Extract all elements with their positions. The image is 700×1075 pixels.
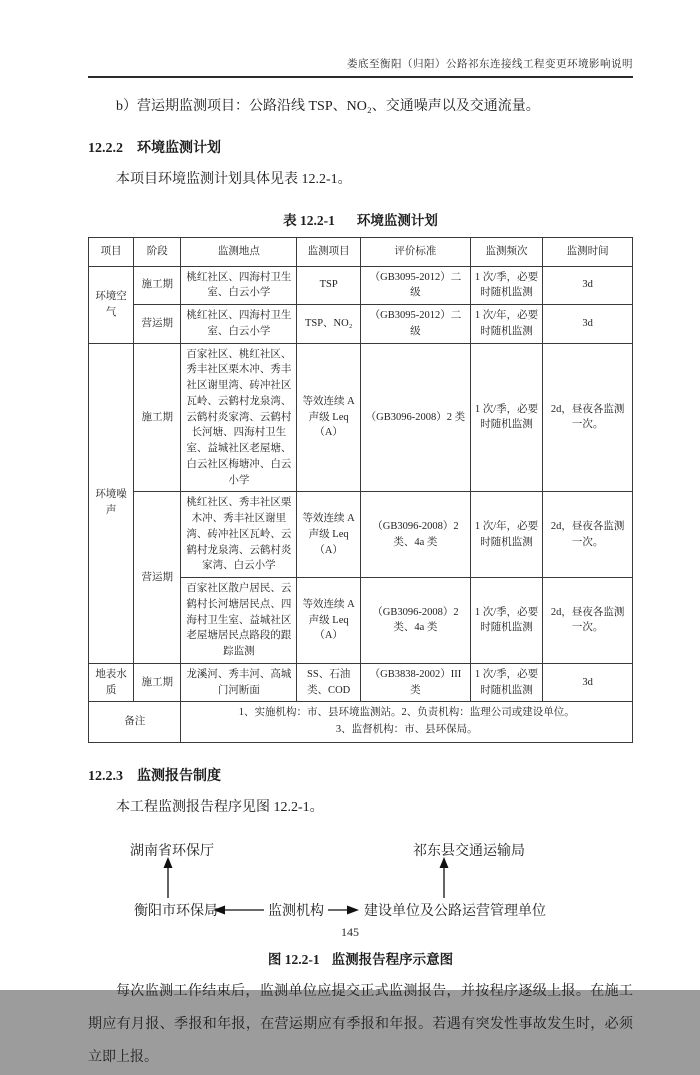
cell-standard: （GB3838-2002）III 类 bbox=[360, 663, 470, 702]
paragraph-table-ref: 本项目环境监测计划具体见表 12.2-1。 bbox=[116, 172, 352, 188]
cell-frequency: 1 次/季，必要时随机监测 bbox=[470, 578, 542, 664]
diagram-node-monitoring-agency: 监测机构 bbox=[268, 904, 324, 920]
figure-caption bbox=[88, 948, 633, 968]
cell-location: 桃红社区、四海村卫生室、白云小学 bbox=[181, 266, 297, 305]
figure-label: 图 12.2-1 bbox=[267, 952, 320, 968]
section-number: 12.2.3 bbox=[88, 768, 123, 784]
section-title: 监测报告制度 bbox=[137, 768, 221, 784]
section-title: 环境监测计划 bbox=[137, 141, 221, 157]
running-header bbox=[88, 56, 633, 78]
table-row bbox=[89, 343, 633, 492]
figure-name: 监测报告程序示意图 bbox=[331, 952, 454, 968]
cell-location: 桃红社区、秀丰社区栗木冲、秀丰社区谢里湾、砖冲社区瓦岭、云鹤村龙泉湾、云鹤村炎家湾、白云小学 bbox=[181, 492, 297, 578]
col-header-project: 监测项目 bbox=[297, 237, 361, 266]
monitoring-plan-table bbox=[88, 237, 633, 743]
diagram-node-construction-unit: 建设单位及公路运营管理单位 bbox=[364, 904, 546, 920]
cell-stage: 施工期 bbox=[134, 266, 181, 305]
cell-standard: （GB3096-2008）2 类、4a 类 bbox=[360, 492, 470, 578]
table-row bbox=[89, 266, 633, 305]
table-row bbox=[89, 492, 633, 578]
cell-project: SS、石油类、COD bbox=[297, 663, 361, 702]
col-header-location: 监测地点 bbox=[181, 237, 297, 266]
cell-project: 等效连续 A 声级 Leq（A） bbox=[297, 492, 361, 578]
col-header-frequency: 监测频次 bbox=[470, 237, 542, 266]
cell-time: 3d bbox=[543, 266, 633, 305]
document-title: 娄底至衡阳（归阳）公路祁东连接线工程变更环境影响说明 bbox=[347, 59, 633, 70]
closing-paragraph: 每次监测工作结束后，监测单位应提交正式监测报告，并按程序逐级上报。在施工期应有月报、季报和年报，在营运期应有季报和年报。若遇有突发性事故发生时，必须立即上报。 bbox=[88, 984, 633, 1066]
table-header-row bbox=[89, 237, 633, 266]
cell-stage: 施工期 bbox=[134, 343, 181, 492]
section-heading-12-2-3 bbox=[88, 763, 633, 791]
group-cell-noise: 环境噪声 bbox=[89, 343, 134, 663]
cell-stage: 施工期 bbox=[134, 663, 181, 702]
diagram-node-county-transport-bureau: 祁东县交通运输局 bbox=[413, 844, 525, 860]
col-header-standard: 评价标准 bbox=[360, 237, 470, 266]
paragraph-figure-ref: 本工程监测报告程序见图 12.2-1。 bbox=[116, 799, 324, 815]
cell-project: TSP bbox=[297, 266, 361, 305]
cell-frequency: 1 次/年，必要时随机监测 bbox=[470, 305, 542, 344]
cell-stage: 营运期 bbox=[134, 492, 181, 664]
group-cell-water: 地表水质 bbox=[89, 663, 134, 702]
cell-frequency: 1 次/季，必要时随机监测 bbox=[470, 343, 542, 492]
table-row bbox=[89, 663, 633, 702]
cell-stage: 营运期 bbox=[134, 305, 181, 344]
table-title bbox=[88, 209, 633, 229]
list-item-b: b）营运期监测项目：公路沿线 TSP、NO₂、交通噪声以及交通流量。 bbox=[116, 99, 540, 114]
table-label: 表 12.2-1 bbox=[283, 212, 335, 228]
cell-frequency: 1 次/年，必要时随机监测 bbox=[470, 492, 542, 578]
table-row bbox=[89, 305, 633, 344]
cell-project: TSP、NO₂ bbox=[297, 305, 361, 344]
remark-label: 备注 bbox=[89, 702, 181, 743]
cell-location: 百家社区、桃红社区、秀丰社区栗木冲、秀丰社区谢里湾、砖冲社区瓦岭、云鹤村龙泉湾、云鹤村炎家湾、云鹤村长河塘、四海村卫生室、益城社区老屋塘、白云社区梅塘冲、白云小学 bbox=[181, 343, 297, 492]
cell-time: 2d，昼夜各监测一次。 bbox=[543, 343, 633, 492]
section-number: 12.2.2 bbox=[88, 141, 123, 157]
cell-standard: （GB3096-2008）2 类、4a 类 bbox=[360, 578, 470, 664]
cell-location: 桃红社区、四海村卫生室、白云小学 bbox=[181, 305, 297, 344]
cell-location: 龙溪河、秀丰河、高城门河断面 bbox=[181, 663, 297, 702]
table-name: 环境监测计划 bbox=[356, 212, 438, 228]
cell-standard: （GB3095-2012）二级 bbox=[360, 266, 470, 305]
cell-frequency: 1 次/季，必要时随机监测 bbox=[470, 663, 542, 702]
group-cell-air: 环境空气 bbox=[89, 266, 134, 343]
arrowhead-right-icon bbox=[347, 906, 359, 915]
col-header-time: 监测时间 bbox=[543, 237, 633, 266]
cell-time: 3d bbox=[543, 663, 633, 702]
cell-standard: （GB3095-2012）二级 bbox=[360, 305, 470, 344]
cell-time: 2d，昼夜各监测一次。 bbox=[543, 492, 633, 578]
col-header-stage: 阶段 bbox=[134, 237, 181, 266]
cell-frequency: 1 次/季，必要时随机监测 bbox=[470, 266, 542, 305]
remark-line-2: 3、监督机构：市、县环保局。 bbox=[335, 724, 478, 736]
cell-project: 等效连续 A 声级 Leq（A） bbox=[297, 578, 361, 664]
remark-line-1: 1、实施机构：市、县环境监测站。2、负责机构：监理公司或建设单位。 bbox=[238, 707, 575, 719]
remark-content bbox=[181, 702, 633, 743]
page-number: 145 bbox=[341, 925, 359, 939]
cell-project: 等效连续 A 声级 Leq（A） bbox=[297, 343, 361, 492]
cell-standard: （GB3096-2008）2 类 bbox=[360, 343, 470, 492]
diagram-node-city-epa: 衡阳市环保局 bbox=[134, 904, 218, 920]
col-header-item: 项目 bbox=[89, 237, 134, 266]
cell-time: 2d，昼夜各监测一次。 bbox=[543, 578, 633, 664]
table-remark-row bbox=[89, 702, 633, 743]
cell-time: 3d bbox=[543, 305, 633, 344]
cell-location: 百家社区散户居民、云鹤村长河塘居民点、四海村卫生室、益城社区老屋塘居民点路段的跟踪监测 bbox=[181, 578, 297, 664]
diagram-node-provincial-epa: 湖南省环保厅 bbox=[130, 844, 214, 860]
figure-12-2-1 bbox=[88, 838, 633, 968]
section-heading-12-2-2 bbox=[88, 135, 633, 163]
